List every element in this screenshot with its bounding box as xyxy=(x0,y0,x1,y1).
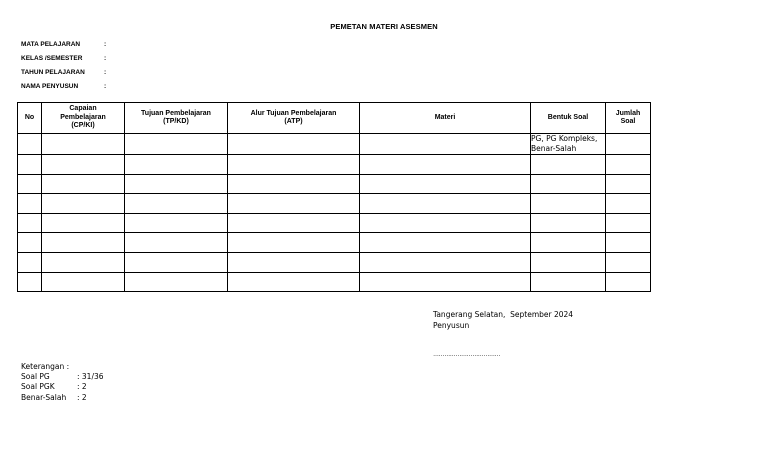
table-cell xyxy=(125,252,228,272)
table-cell xyxy=(606,213,651,233)
assessment-mapping-table xyxy=(17,102,651,292)
table-cell xyxy=(125,155,228,175)
note-value: : 2 xyxy=(77,392,87,402)
header-alur-tujuan-pembelajaran: Alur Tujuan Pembelajaran (ATP) xyxy=(228,103,360,134)
table-cell xyxy=(125,233,228,253)
table-row xyxy=(18,134,651,155)
meta-row-kelas-semester xyxy=(21,51,114,65)
table-cell xyxy=(531,252,606,272)
table-cell xyxy=(606,252,651,272)
table-row xyxy=(18,174,651,194)
table-cell xyxy=(42,252,125,272)
meta-row-tahun-pelajaran xyxy=(21,65,114,79)
table-cell xyxy=(228,134,360,155)
table-cell xyxy=(228,155,360,175)
table-cell xyxy=(125,272,228,292)
table-row xyxy=(18,213,651,233)
table-cell xyxy=(360,272,531,292)
table-cell xyxy=(606,155,651,175)
table-cell xyxy=(228,272,360,292)
header-bentuk-soal: Bentuk Soal xyxy=(531,103,606,134)
table-row xyxy=(18,252,651,272)
table-row xyxy=(18,194,651,214)
table-cell xyxy=(228,233,360,253)
meta-colon: : xyxy=(104,54,107,62)
notes-heading: Keterangan : xyxy=(21,362,70,371)
signature-role: Penyusun xyxy=(433,320,470,330)
meta-label: TAHUN PELAJARAN xyxy=(21,68,85,76)
header-jumlah-soal: Jumlah Soal xyxy=(606,103,651,134)
header-tujuan-pembelajaran: Tujuan Pembelajaran (TP/KD) xyxy=(125,103,228,134)
table-cell xyxy=(531,233,606,253)
signature-line: ……………………………… xyxy=(433,352,501,358)
bentuk-soal-cell: PG, PG Kompleks, Benar-Salah xyxy=(531,134,606,155)
meta-block xyxy=(21,37,114,93)
table-cell xyxy=(42,272,125,292)
header-no: No xyxy=(18,103,42,134)
meta-row-mata-pelajaran xyxy=(21,37,114,51)
table-cell xyxy=(606,272,651,292)
meta-colon: : xyxy=(104,68,107,76)
note-value: : 2 xyxy=(77,382,87,392)
table-cell xyxy=(125,174,228,194)
table-cell xyxy=(18,213,42,233)
table-header-row xyxy=(18,103,651,134)
table-cell xyxy=(18,252,42,272)
table-cell xyxy=(42,194,125,214)
table-cell xyxy=(42,213,125,233)
table-cell xyxy=(531,213,606,233)
note-label: Soal PGK xyxy=(21,382,55,392)
note-label: Benar-Salah xyxy=(21,392,67,402)
table-cell xyxy=(360,252,531,272)
table-row xyxy=(18,272,651,292)
table-cell xyxy=(531,272,606,292)
table-cell xyxy=(228,213,360,233)
table-cell xyxy=(360,134,531,155)
table-cell xyxy=(360,155,531,175)
table-cell xyxy=(228,174,360,194)
signature-place-date: Tangerang Selatan, September 2024 xyxy=(433,310,574,319)
table-cell xyxy=(606,194,651,214)
table-cell xyxy=(125,194,228,214)
table-cell xyxy=(42,174,125,194)
table-cell xyxy=(360,174,531,194)
table-cell xyxy=(125,213,228,233)
meta-colon: : xyxy=(104,82,107,90)
note-row xyxy=(21,382,104,392)
table-cell xyxy=(531,155,606,175)
table-cell xyxy=(42,233,125,253)
table-cell xyxy=(18,174,42,194)
table-cell xyxy=(228,194,360,214)
header-capaian-pembelajaran: Capaian Pembelajaran (CP/KI) xyxy=(42,103,125,134)
note-row xyxy=(21,372,104,382)
table-cell xyxy=(125,134,228,155)
header-materi: Materi xyxy=(360,103,531,134)
note-value: : 31/36 xyxy=(77,372,104,382)
table-cell xyxy=(360,194,531,214)
table-cell xyxy=(606,174,651,194)
table-cell xyxy=(18,233,42,253)
table-cell xyxy=(42,155,125,175)
table-cell xyxy=(360,233,531,253)
table-cell xyxy=(606,134,651,155)
table-cell xyxy=(606,233,651,253)
table-cell xyxy=(18,134,42,155)
table-cell xyxy=(531,174,606,194)
meta-label: KELAS /SEMESTER xyxy=(21,54,83,62)
table-cell xyxy=(42,134,125,155)
signature-block xyxy=(433,310,573,331)
meta-row-nama-penyusun xyxy=(21,79,114,93)
document-title: PEMETAN MATERI ASESMEN xyxy=(330,22,438,31)
table-row xyxy=(18,155,651,175)
table-cell xyxy=(360,213,531,233)
table-cell xyxy=(18,272,42,292)
meta-colon: : xyxy=(104,40,107,48)
note-label: Soal PG xyxy=(21,372,50,382)
notes-block xyxy=(21,362,104,403)
meta-label: NAMA PENYUSUN xyxy=(21,82,79,90)
table-cell xyxy=(18,194,42,214)
table-cell xyxy=(531,194,606,214)
table-cell xyxy=(18,155,42,175)
table-cell xyxy=(228,252,360,272)
table-row xyxy=(18,233,651,253)
meta-label: MATA PELAJARAN xyxy=(21,40,81,48)
note-row xyxy=(21,393,104,403)
